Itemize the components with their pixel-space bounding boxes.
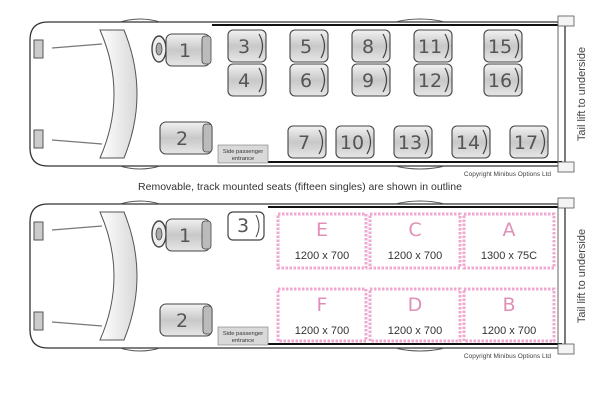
bottom-door-label-2: entrance: [231, 338, 255, 344]
track-seat-4: [228, 64, 266, 96]
bottom-steering-wheel-icon: [152, 221, 166, 247]
track-seat-9: [352, 64, 390, 96]
track-seat-12: [414, 64, 452, 96]
floor-space-A-letter: A: [502, 219, 516, 241]
floor-space-C-letter: C: [408, 219, 422, 241]
track-seat-14: [452, 126, 490, 158]
track-seat-16: [484, 64, 522, 96]
floor-space-B: [464, 289, 554, 341]
track-seat-6: [290, 64, 328, 96]
track-seat-10: [336, 126, 374, 158]
track-seat-13: [394, 126, 432, 158]
track-seat-12-label: 12: [417, 70, 443, 92]
floor-space-A: [464, 214, 554, 268]
floor-space-E: [278, 214, 366, 268]
top-fixed-seat-2: [160, 122, 212, 154]
top-tail-lift-label: Tail lift to underside: [576, 46, 588, 142]
track-seat-8: [352, 30, 390, 62]
floor-space-C: [370, 214, 460, 268]
top-fixed-seat-1: [166, 34, 211, 66]
floor-space-D: [370, 289, 460, 341]
floor-space-B-size: 1200 x 700: [481, 325, 537, 337]
bottom-fixed-seat-1-label: 1: [178, 225, 192, 247]
track-seat-5-label: 5: [299, 36, 313, 58]
floor-space-D-size: 1200 x 700: [387, 325, 443, 337]
track-seat-17-label: 17: [513, 132, 539, 154]
bottom-fixed-seat-3-label: 3: [236, 215, 250, 237]
track-seat-4-label: 4: [237, 70, 251, 92]
bottom-fixed-seat-2: [160, 304, 212, 336]
top-fixed-seat-1-label: 1: [178, 40, 192, 62]
track-seat-9-label: 9: [361, 70, 375, 92]
track-seat-7-label: 7: [297, 132, 311, 154]
top-copyright: Copyright Minibus Options Ltd: [463, 171, 551, 178]
bottom-copyright: Copyright Minibus Options Ltd: [463, 353, 551, 360]
track-seat-10-label: 10: [339, 132, 365, 154]
top-side-door: [218, 145, 268, 163]
top-door-label-2: entrance: [231, 156, 255, 162]
track-seat-7: [288, 126, 326, 158]
track-seat-14-label: 14: [455, 132, 481, 154]
track-seat-5: [290, 30, 328, 62]
bottom-door-label-1: Side passenger: [222, 331, 264, 337]
track-seat-6-label: 6: [299, 70, 313, 92]
track-seat-15-label: 15: [487, 36, 513, 58]
bottom-fixed-seat-1: [166, 219, 211, 251]
floor-space-F: [278, 289, 366, 341]
bottom-bus-layout: [30, 198, 588, 360]
bottom-fixed-seat-3: [228, 212, 264, 240]
track-seat-15: [484, 30, 522, 62]
top-bus-layout: [30, 16, 588, 178]
floor-space-D-letter: D: [407, 294, 423, 316]
diagram-caption: Removable, track mounted seats (fifteen singles) are shown in outline: [138, 181, 462, 193]
track-seat-11: [414, 30, 452, 62]
track-seat-16-label: 16: [487, 70, 513, 92]
floor-space-E-size: 1200 x 700: [294, 250, 350, 262]
track-seat-13-label: 13: [397, 132, 423, 154]
track-seat-3-label: 3: [237, 36, 251, 58]
floor-space-F-letter: F: [316, 294, 328, 316]
bottom-side-door: [218, 327, 268, 345]
floor-space-A-size: 1300 x 75C: [480, 250, 538, 262]
bottom-fixed-seat-2-label: 2: [175, 310, 189, 332]
top-steering-wheel-icon: [152, 36, 166, 62]
track-seat-11-label: 11: [417, 36, 443, 58]
track-seat-17: [510, 126, 548, 158]
floor-space-E-letter: E: [315, 219, 329, 241]
track-seat-8-label: 8: [361, 36, 375, 58]
top-door-label-1: Side passenger: [222, 149, 264, 155]
floor-space-F-size: 1200 x 700: [294, 325, 350, 337]
bottom-tail-lift-label: Tail lift to underside: [576, 228, 588, 324]
floor-space-C-size: 1200 x 700: [387, 250, 443, 262]
track-seat-3: [228, 30, 266, 62]
top-fixed-seat-2-label: 2: [175, 128, 189, 150]
floor-space-B-letter: B: [502, 294, 516, 316]
